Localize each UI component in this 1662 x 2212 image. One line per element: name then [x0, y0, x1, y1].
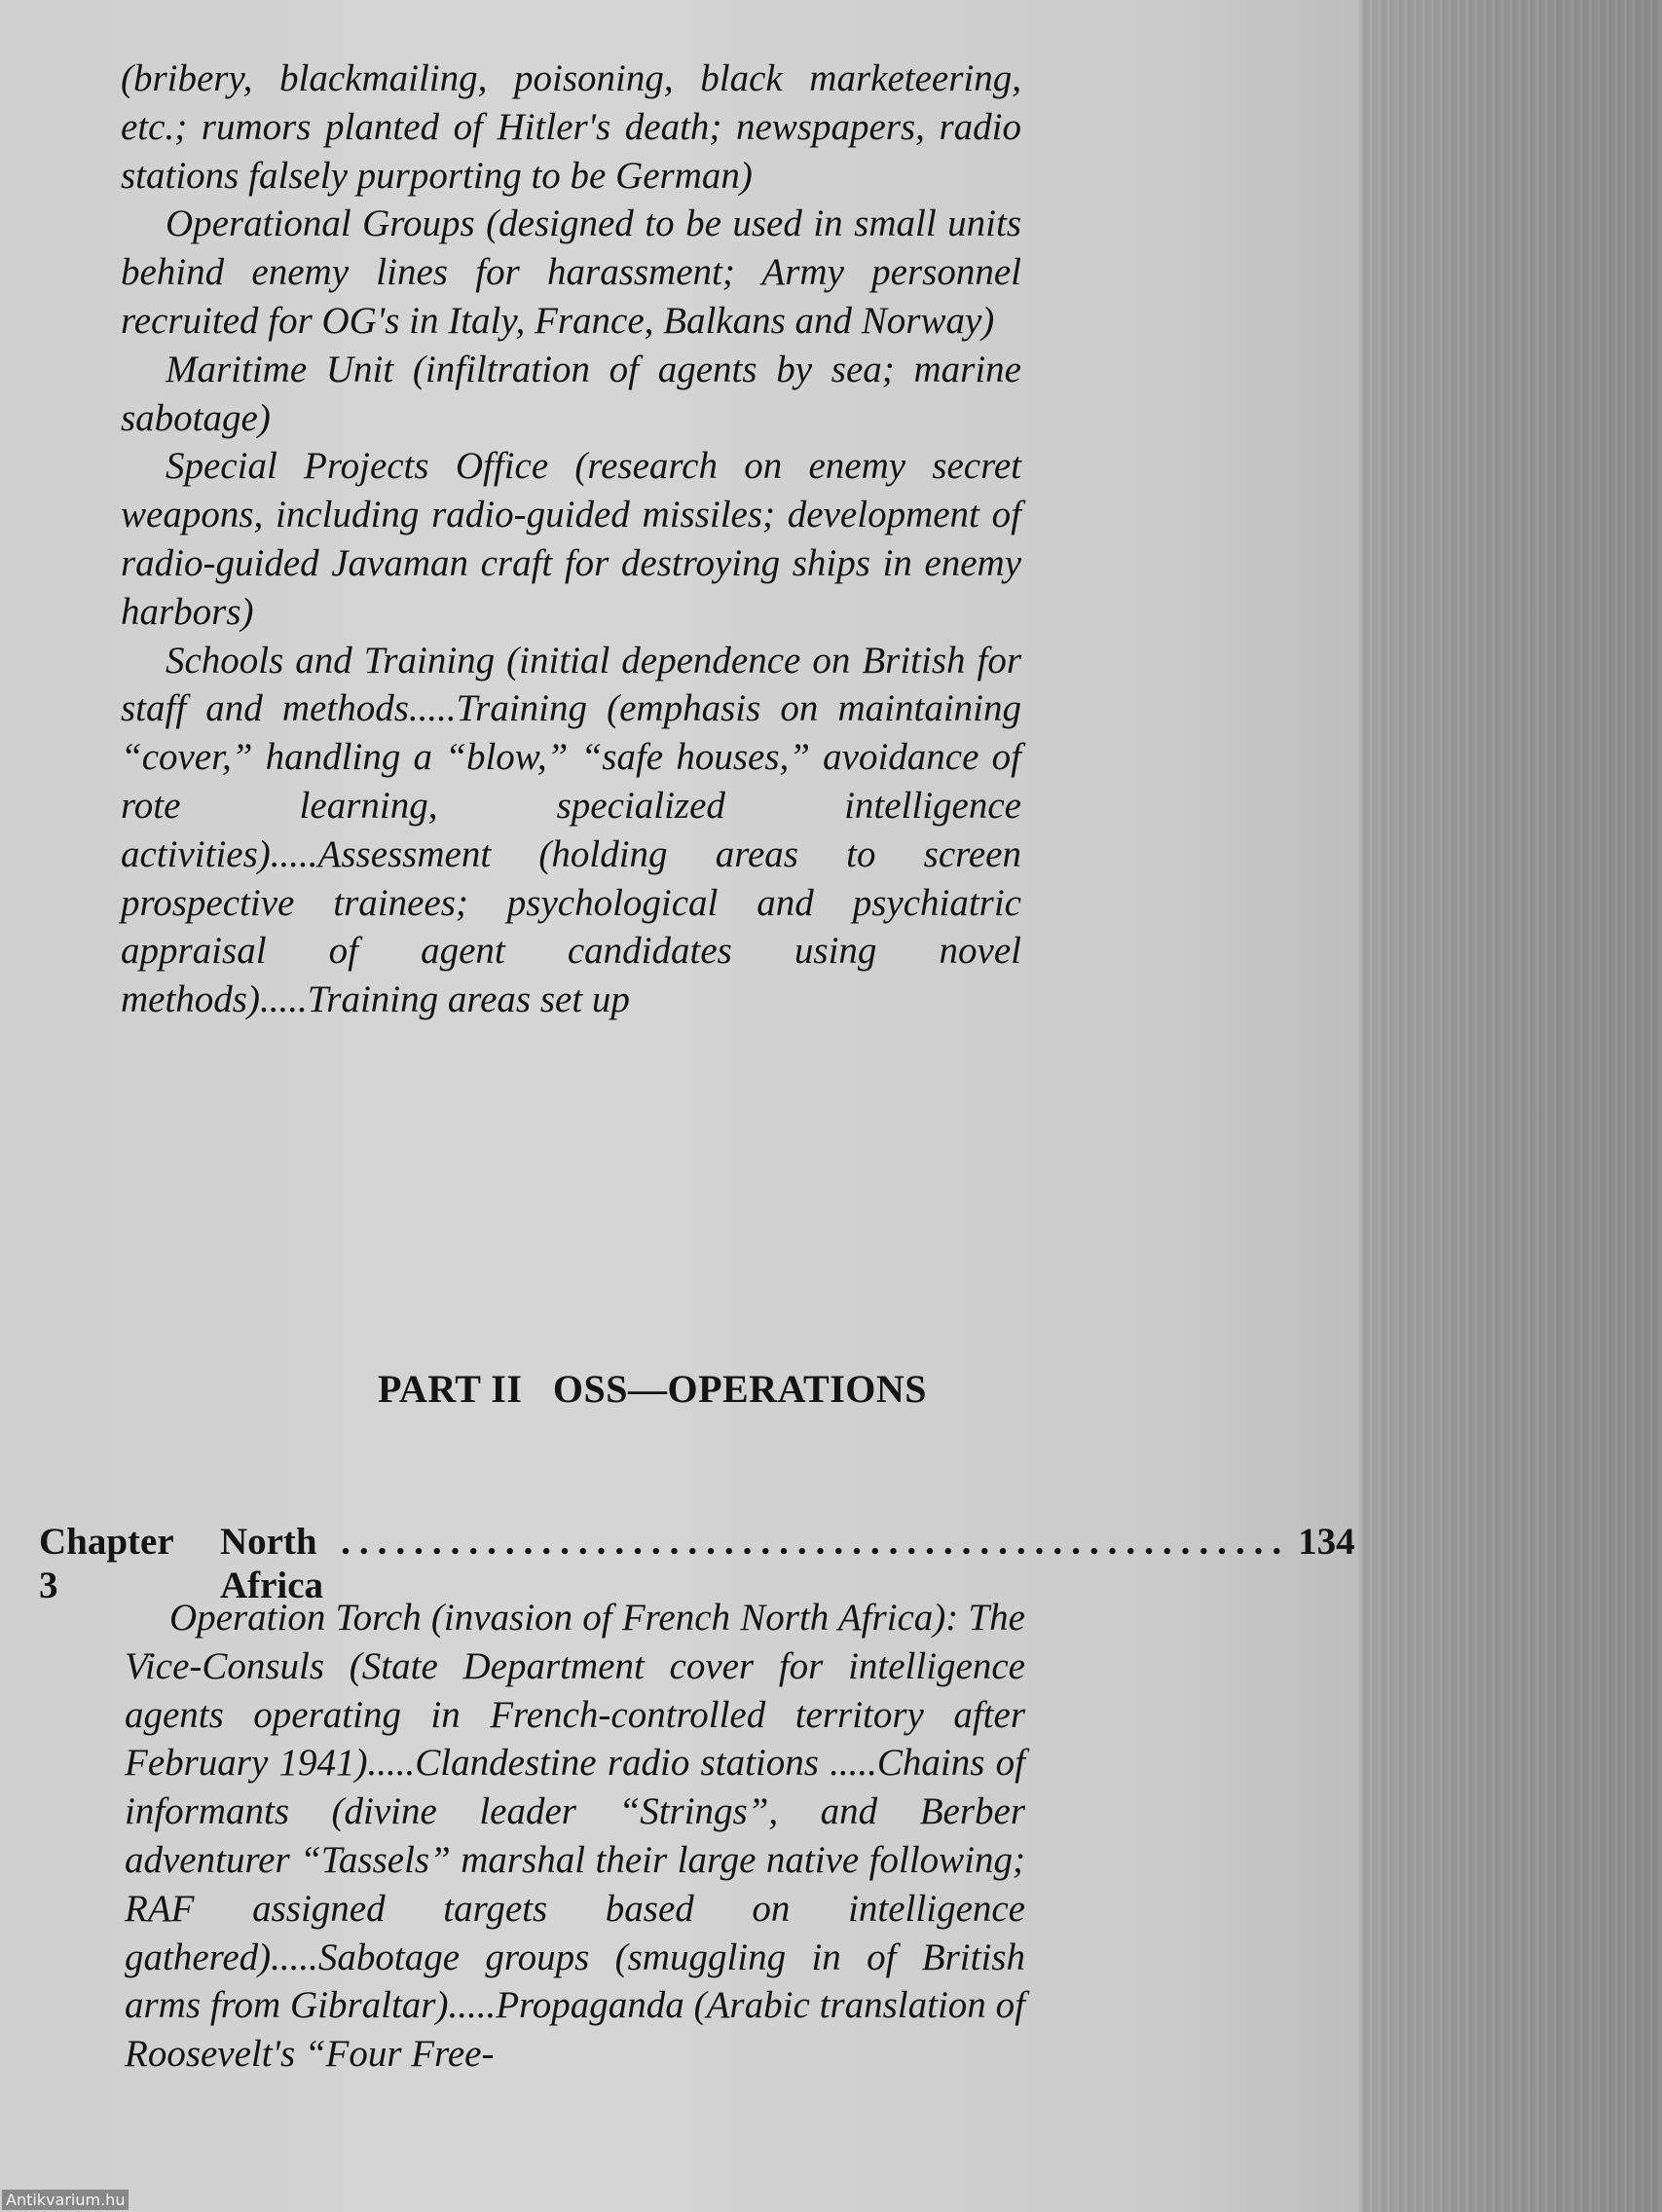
paragraph-maritime-unit: Maritime Unit (infiltration of agents by sea; marine sabotage) [121, 348, 1021, 439]
chapter-number: Chapter 3 [39, 1521, 173, 1606]
paragraph-special-projects: Special Projects Office (research on enemy secret weapons, including radio-guided missiles; development of radio-guided Javaman craft for destroying ships in enemy harbors) [121, 445, 1021, 633]
chapter-page-number: 134 [1298, 1521, 1355, 1563]
paragraph-operational-groups: Operational Groups (designed to be used in small units behind enemy lines for harassment; Army personnel recruited for OG's in Italy, France, Balkans and Norway) [121, 203, 1021, 342]
part-heading: PART II OSS—OPERATIONS [377, 1367, 928, 1411]
dot-leader: .................................................... [341, 1521, 1291, 1563]
paragraph-propaganda-continued: (bribery, blackmailing, poisoning, black marketeering, etc.; rumors planted of Hitler's death; newspapers, radio stations falsely purporting to be German) [121, 57, 1021, 197]
top-text-block [121, 55, 1021, 1024]
bottom-text-block [125, 1594, 1025, 2079]
watermark: Antikvarium.hu [2, 2190, 129, 2210]
facing-page-edge [1358, 0, 1662, 2212]
paragraph-operation-torch: Operation Torch (invasion of French North Africa): The Vice-Consuls (State Department cover for intelligence agents operating in French-controlled territory after February 1941).....Clandestine radio stations .....Chains of informants (divine leader “Strings”, and Berber adventurer “Tassels” marshal their large native following; RAF assigned targets based on intelligence gathered).....Sabotage groups (smuggling in of British arms from Gibraltar).....Propaganda (Arabic translation of Roosevelt's “Four Free- [125, 1597, 1025, 2076]
chapter-title: North Africa [219, 1521, 324, 1606]
paragraph-schools-training: Schools and Training (initial dependence on British for staff and methods.....Training (emphasis on maintaining “cover,” handling a “blow,” “safe houses,” avoidance of rote learning, specialized intelligence activities).....Assessment (holding areas to screen prospective trainees; psychological and psychiatric appraisal of agent candidates using novel methods).....Training areas set up [121, 639, 1021, 1021]
